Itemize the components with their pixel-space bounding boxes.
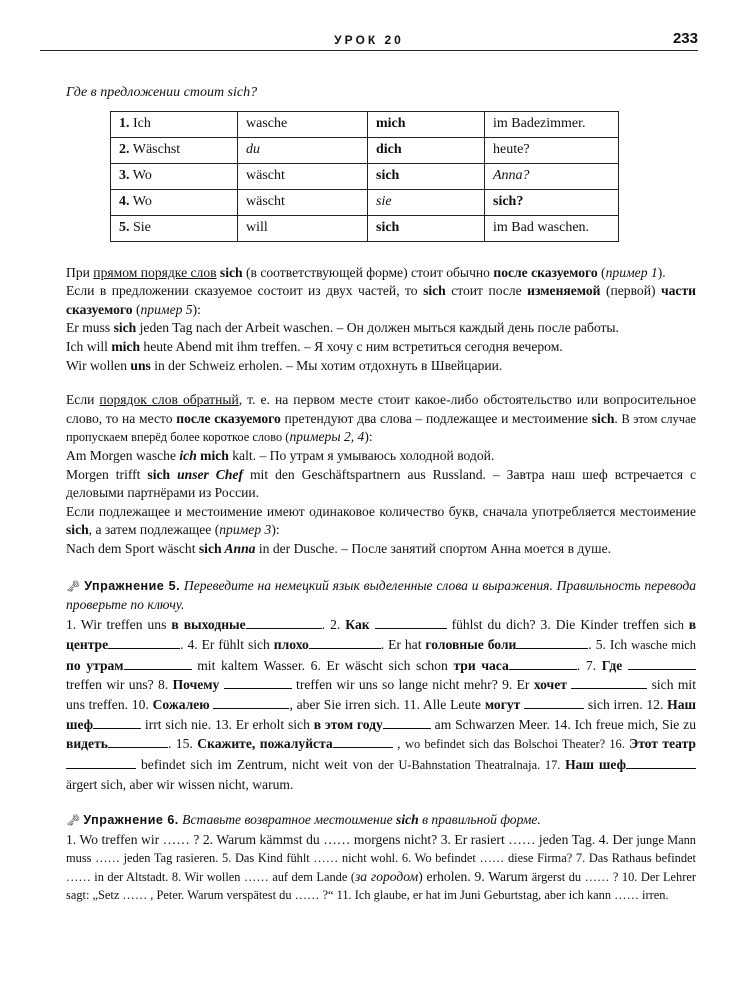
table-cell — [111, 163, 238, 189]
rule-direct-order: При прямом порядке слов sich (в соответствующей форме) стоит обычно после сказуемого (пример 1). — [66, 264, 666, 280]
row-number: 1. — [119, 115, 130, 131]
example-sentence: Er muss sich jeden Tag nach der Arbeit waschen. – Он должен мыться каждый день после работы. — [66, 320, 619, 336]
table-cell: wasche — [238, 111, 368, 137]
table-cell: sie — [368, 189, 485, 215]
page-content — [66, 84, 696, 905]
lesson-title: УРОК 20 — [334, 33, 404, 47]
table-row — [111, 215, 619, 241]
row-number: 2. — [119, 141, 130, 157]
table-cell: wäscht — [238, 189, 368, 215]
sich-position-table — [110, 111, 619, 242]
table-cell: Anna? — [485, 163, 619, 189]
rule-equal-length: Если подлежащее и местоимение имеют одинаковое количество букв, сначала употребляется местоимение sich, а затем подлежащее (пример 3): — [66, 503, 696, 538]
key-icon: 🗝 — [66, 814, 80, 828]
rule-inverted-order: Если порядок слов обратный, т. е. на первом месте стоит какое-либо обстоятельство или вопросительное слово, то на место после сказуемого претендуют два слова – подлежащее и местоимение sich. В этом случае пропускаем вперёд более короткое слово (примеры 2, 4): — [66, 392, 696, 445]
table-cell: sich — [368, 215, 485, 241]
table-row — [111, 163, 619, 189]
example-sentence: Morgen trifft sich unser Chef mit den Geschäftspartnern aus Russland. – Завтра наш шеф встречается с деловыми партнёрами из России. — [66, 466, 696, 501]
header-rule — [40, 50, 698, 51]
table-row — [111, 137, 619, 163]
table-cell: will — [238, 215, 368, 241]
row-subject: Wo — [129, 167, 152, 183]
table-cell: mich — [368, 111, 485, 137]
exercise-5-text: 1. Wir treffen uns в выходные . 2. Как fühlst du dich? 3. Die Kinder treffen sich в центре . 4. Er fühlt sich плохо . Er hat головные боли . 5. Ich wasche mich по утрам mit kaltem Wasser. 6. Er wäscht sich schon три часа . 7. Где treffen wir uns? 8. Почему treffen wir uns so lange nicht mehr? 9. Er хочет sich mit uns treffen. 10. Сожалею , aber Sie irren sich. 11. Alle Leute могут sich irren. 12. Наш шеф irrt sich nie. 13. Er erholt sich в этом году am Schwarzen Meer. 14. Ich freue mich, Sie zu видеть . 15. Скажите, пожалуйста , wo befindet sich das Bolschoi Theater? 16. Этот театр befindet sich im Zentrum, nicht weit von der U-Bahnstation Theatralnaja. 17. Наш шеф ärgert sich, aber wir wissen nicht, warum. — [66, 616, 697, 793]
row-subject: Ich — [129, 115, 151, 131]
rule-two-part-predicate: Если в предложении сказуемое состоит из двух частей, то sich стоит после изменяемой (первой) части сказуемого (пример 5): — [66, 283, 696, 317]
table-cell — [111, 111, 238, 137]
example-sentence: Am Morgen wasche ich mich kalt. – По утрам я умываюсь холодной водой. — [66, 447, 495, 463]
table-cell: im Bad waschen. — [485, 215, 619, 241]
table-row — [111, 111, 619, 137]
table-cell: heute? — [485, 137, 619, 163]
table-cell — [111, 189, 238, 215]
row-subject: Wo — [129, 193, 152, 209]
exercise-5-heading: 🗝 Упражнение 5. Переведите на немецкий язык выделенные слова и выражения. Правильность перевода проверьте по ключу. — [66, 577, 696, 613]
example-sentence: Wir wollen uns in der Schweiz erholen. – Мы хотим отдохнуть в Швейцарии. — [66, 357, 503, 373]
exercise-6-text: 1. Wo treffen wir …… ? 2. Warum kämmst du …… morgens nicht? 3. Er rasiert …… jeden Tag. 4. Der junge Mann muss …… jeden Tag rasieren. 5. Das Kind fühlt …… nicht wohl. 6. Wo befindet …… diese Firma? 7. Das Rathaus befindet …… in der Altstadt. 8. Wir wollen …… auf dem Lande (за городом) erholen. 9. Warum ärgerst du …… ? 10. Der Lehrer sagt: „Setz …… , Peter. Warum verspätest du …… ?“ 11. Ich glaube, er hat im Juni Geburtstag, aber ich kann …… irren. — [66, 831, 696, 903]
table-cell: im Badezimmer. — [485, 111, 619, 137]
table-cell: du — [238, 137, 368, 163]
table-cell — [111, 215, 238, 241]
table-cell: sich? — [485, 189, 619, 215]
table-cell: wäscht — [238, 163, 368, 189]
row-number: 3. — [119, 167, 130, 183]
example-sentence: Ich will mich heute Abend mit ihm treffen. – Я хочу с ним встретиться сегодня вечером. — [66, 338, 563, 354]
key-icon: 🗝 — [66, 579, 81, 593]
table-question: Где в предложении стоит sich? — [66, 85, 258, 100]
table-row — [111, 189, 619, 215]
row-number: 5. — [119, 219, 130, 235]
row-subject: Wäschst — [129, 141, 181, 157]
example-sentence: Nach dem Sport wäscht sich Anna in der Dusche. – После занятий спортом Анна моется в душе. — [66, 540, 612, 556]
row-subject: Sie — [129, 219, 151, 235]
table-cell — [111, 137, 238, 163]
exercise-6-heading: 🗝 Упражнение 6. Вставьте возвратное местоимение sich в правильной форме. — [66, 812, 541, 828]
page-number: 233 — [672, 30, 698, 47]
table-cell: sich — [368, 163, 485, 189]
row-number: 4. — [119, 193, 130, 209]
table-cell: dich — [368, 137, 485, 163]
page-header — [40, 30, 698, 52]
